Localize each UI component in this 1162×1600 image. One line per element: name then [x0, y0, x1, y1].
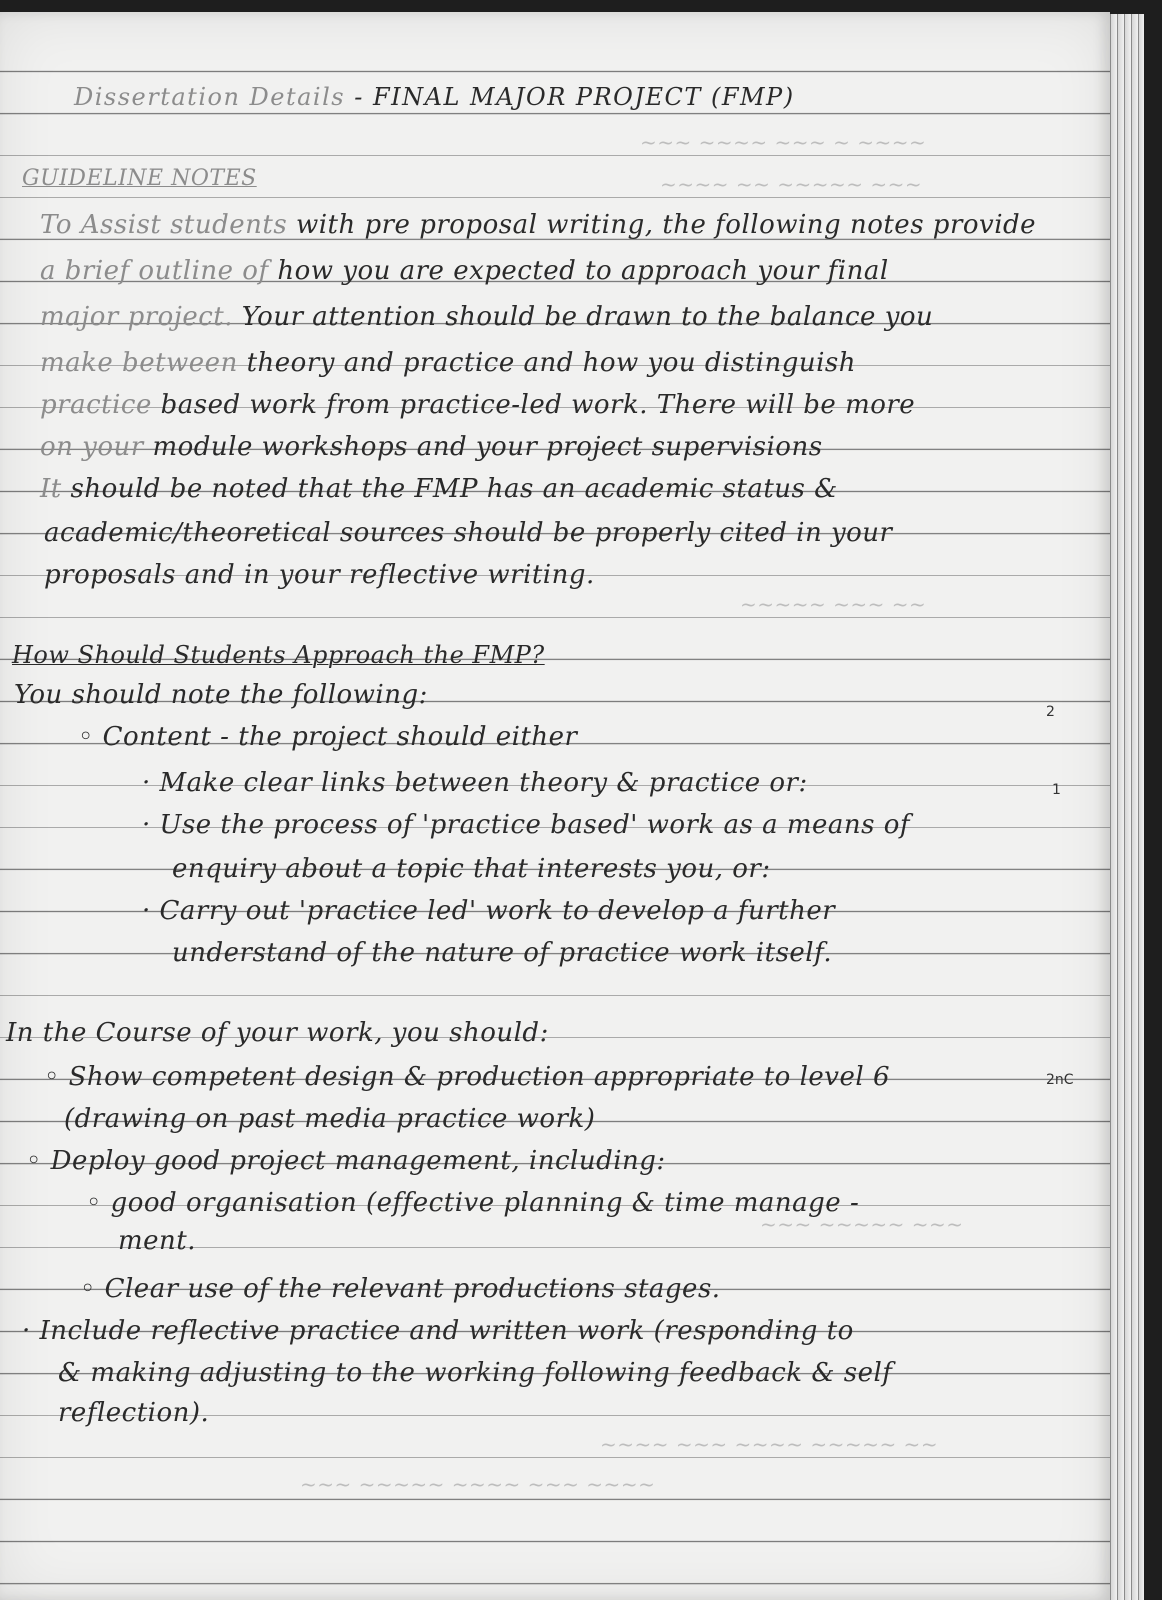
approach-heading: How Should Students Approach the FMP? — [12, 641, 545, 669]
bleed-through-texture: ~~~ ~~~~ ~~~ ~ ~~~~ — [640, 130, 927, 154]
page-edge — [1124, 14, 1131, 1600]
page-edge — [1110, 14, 1117, 1600]
page-edge — [1117, 14, 1124, 1600]
title-main-part: - FINAL MAJOR PROJECT (FMP) — [354, 83, 795, 111]
guideline-line: on your module workshops and your project supervisions — [40, 432, 823, 462]
margin-mark: 2 — [1046, 704, 1055, 720]
course-item: (drawing on past media practice work) — [64, 1104, 596, 1134]
guideline-line: major project. Your attention should be drawn to the balance you — [40, 302, 934, 332]
course-item: ◦ Deploy good project management, including: — [26, 1146, 666, 1176]
guideline-line: a brief outline of how you are expected to approach your final — [40, 256, 889, 286]
bleed-through-texture: ~~~~ ~~ ~~~~~ ~~~ — [660, 172, 923, 196]
course-item: & making adjusting to the working following feedback & self — [58, 1358, 893, 1388]
approach-bullet: · Carry out 'practice led' work to develop a further — [142, 896, 836, 926]
page-title — [74, 82, 795, 112]
approach-bullet: understand of the nature of practice work itself. — [172, 938, 833, 968]
course-item: ◦ Show competent design & production appropriate to level 6 — [44, 1062, 890, 1092]
approach-bullet: · Use the process of 'practice based' work as a means of — [142, 810, 911, 840]
course-item: ◦ good organisation (effective planning & time manage - — [86, 1188, 860, 1218]
bleed-through-texture: ~~~ ~~~~~ ~~~~ ~~~ ~~~~ — [300, 1472, 656, 1496]
page-edge — [1131, 14, 1138, 1600]
guideline-line: make between theory and practice and how you distinguish — [40, 348, 857, 378]
bleed-through-texture: ~~~~~ ~~~ ~~ — [740, 592, 927, 616]
guideline-line: proposals and in your reflective writing. — [44, 560, 595, 590]
approach-intro: You should note the following: — [14, 680, 428, 710]
bleed-through-texture: ~~~ ~~~~~ ~~~ — [760, 1212, 964, 1236]
page-edge — [1138, 14, 1144, 1600]
course-item: · Include reflective practice and written work (responding to — [22, 1316, 854, 1346]
guideline-line: To Assist students with pre proposal writing, the following notes provide — [40, 210, 1037, 240]
title-faded-part: Dissertation Details — [74, 83, 346, 111]
content-label: ◦ Content - the project should either — [78, 722, 578, 752]
margin-mark: 2nC — [1046, 1072, 1074, 1088]
course-item: ◦ Clear use of the relevant productions stages. — [80, 1274, 721, 1304]
guideline-line: academic/theoretical sources should be properly cited in your — [44, 518, 893, 548]
course-item: ment. — [118, 1226, 196, 1256]
course-item: reflection). — [58, 1398, 210, 1428]
notebook-page — [0, 12, 1110, 1600]
guideline-line: practice based work from practice-led work. There will be more — [40, 390, 916, 420]
approach-bullet: enquiry about a topic that interests you, or: — [172, 854, 771, 884]
bleed-through-texture: ~~~~ ~~~ ~~~~ ~~~~~ ~~ — [600, 1432, 939, 1456]
margin-mark: 1 — [1052, 782, 1061, 798]
guideline-heading: GUIDELINE NOTES — [22, 166, 257, 191]
approach-bullet: · Make clear links between theory & practice or: — [142, 768, 808, 798]
guideline-line: It should be noted that the FMP has an academic status & — [40, 474, 838, 504]
course-intro: In the Course of your work, you should: — [6, 1018, 549, 1048]
